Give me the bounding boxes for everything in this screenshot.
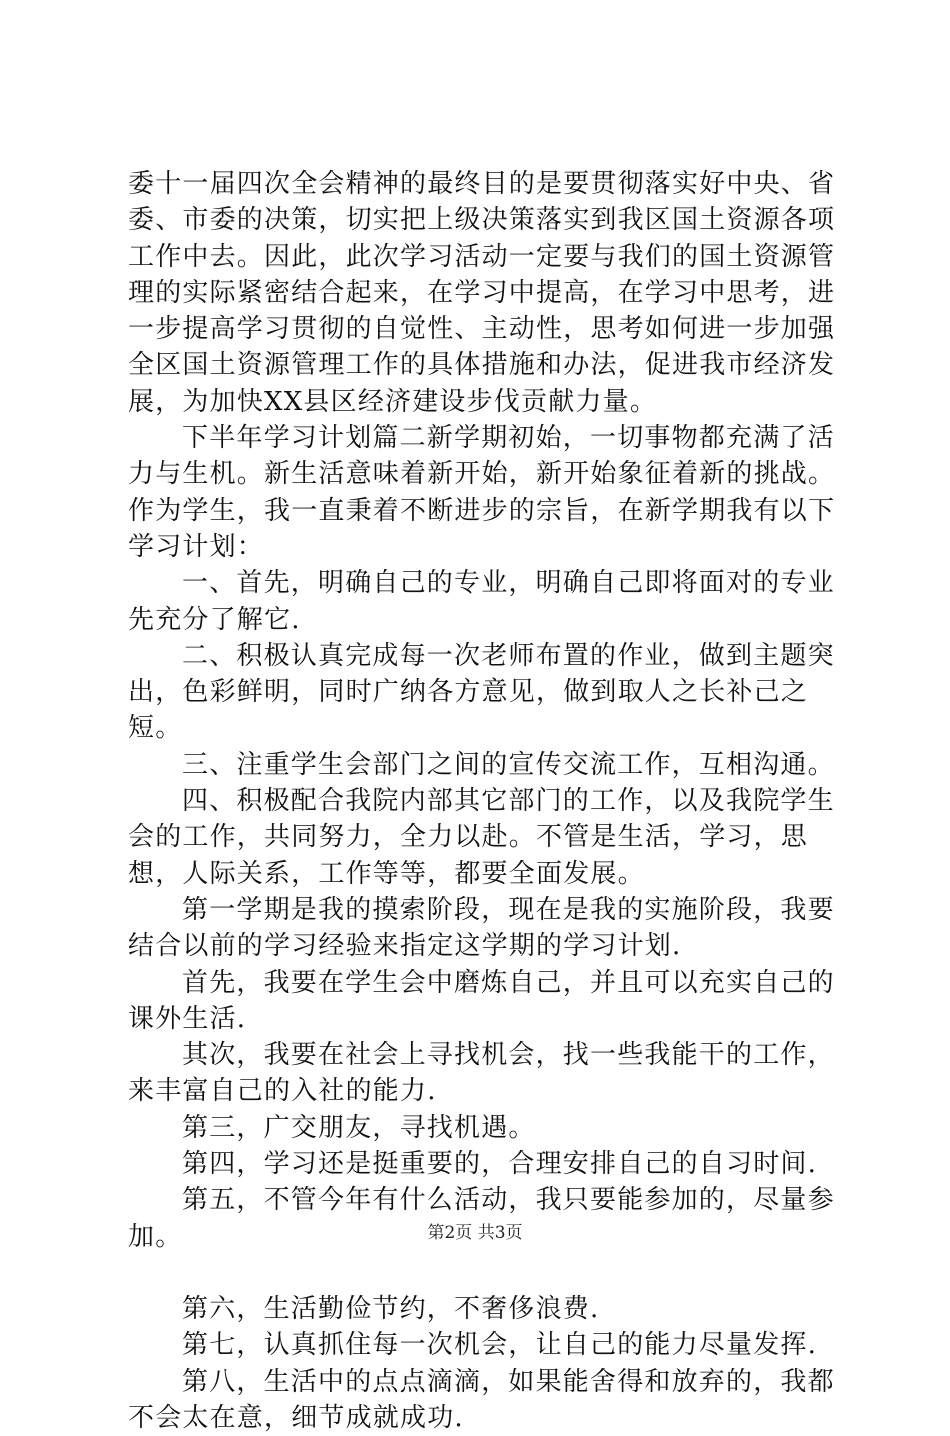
page-number-footer: 第2页 共3页 [0,1218,950,1243]
paragraph-item-2: 二、积极认真完成每一次老师布置的作业，做到主题突出，色彩鲜明，同时广纳各方意见，做到取人之长补己之短。 [128,638,852,747]
paragraph-sixth: 第六，生活勤俭节约，不奢侈浪费. [128,1291,852,1327]
document-body [128,166,852,1436]
paragraph-plan-intro: 下半年学习计划篇二新学期初始，一切事物都充满了活力与生机。新生活意味着新开始，新开始象征着新的挑战。作为学生，我一直秉着不断进步的宗旨，在新学期我有以下学习计划： [128,420,852,565]
paragraph-item-4: 四、积极配合我院内部其它部门的工作，以及我院学生会的工作，共同努力，全力以赴。不管是生活，学习，思想，人际关系，工作等等，都要全面发展。 [128,783,852,892]
paragraph-fifth: 第五，不管今年有什么活动，我只要能参加的，尽量参加。 [128,1182,852,1255]
paragraph-fourth: 第四，学习还是挺重要的，合理安排自己的自习时间. [128,1146,852,1182]
paragraph-firstly: 首先，我要在学生会中磨炼自己，并且可以充实自己的课外生活. [128,965,852,1038]
paragraph-eighth: 第八，生活中的点点滴滴，如果能舍得和放弃的，我都不会太在意，细节成就成功. [128,1364,852,1436]
paragraph-spacer [128,1255,852,1291]
paragraph-secondly: 其次，我要在社会上寻找机会，找一些我能干的工作，来丰富自己的入社的能力. [128,1037,852,1110]
paragraph-seventh: 第七，认真抓住每一次机会，让自己的能力尽量发挥. [128,1327,852,1363]
paragraph-continuation: 委十一届四次全会精神的最终目的是要贯彻落实好中央、省委、市委的决策，切实把上级决策落实到我区国土资源各项工作中去。因此，此次学习活动一定要与我们的国土资源管理的实际紧密结合起来，在学习中提高，在学习中思考，进一步提高学习贯彻的自觉性、主动性，思考如何进一步加强全区国土资源管理工作的具体措施和办法，促进我市经济发展，为加快XX县区经济建设步伐贡献力量。 [128,166,852,420]
paragraph-item-3: 三、注重学生会部门之间的宣传交流工作，互相沟通。 [128,747,852,783]
paragraph-item-1: 一、首先，明确自己的专业，明确自己即将面对的专业先充分了解它. [128,565,852,638]
paragraph-first-semester: 第一学期是我的摸索阶段，现在是我的实施阶段，我要结合以前的学习经验来指定这学期的学习计划. [128,892,852,965]
paragraph-third: 第三，广交朋友，寻找机遇。 [128,1110,852,1146]
